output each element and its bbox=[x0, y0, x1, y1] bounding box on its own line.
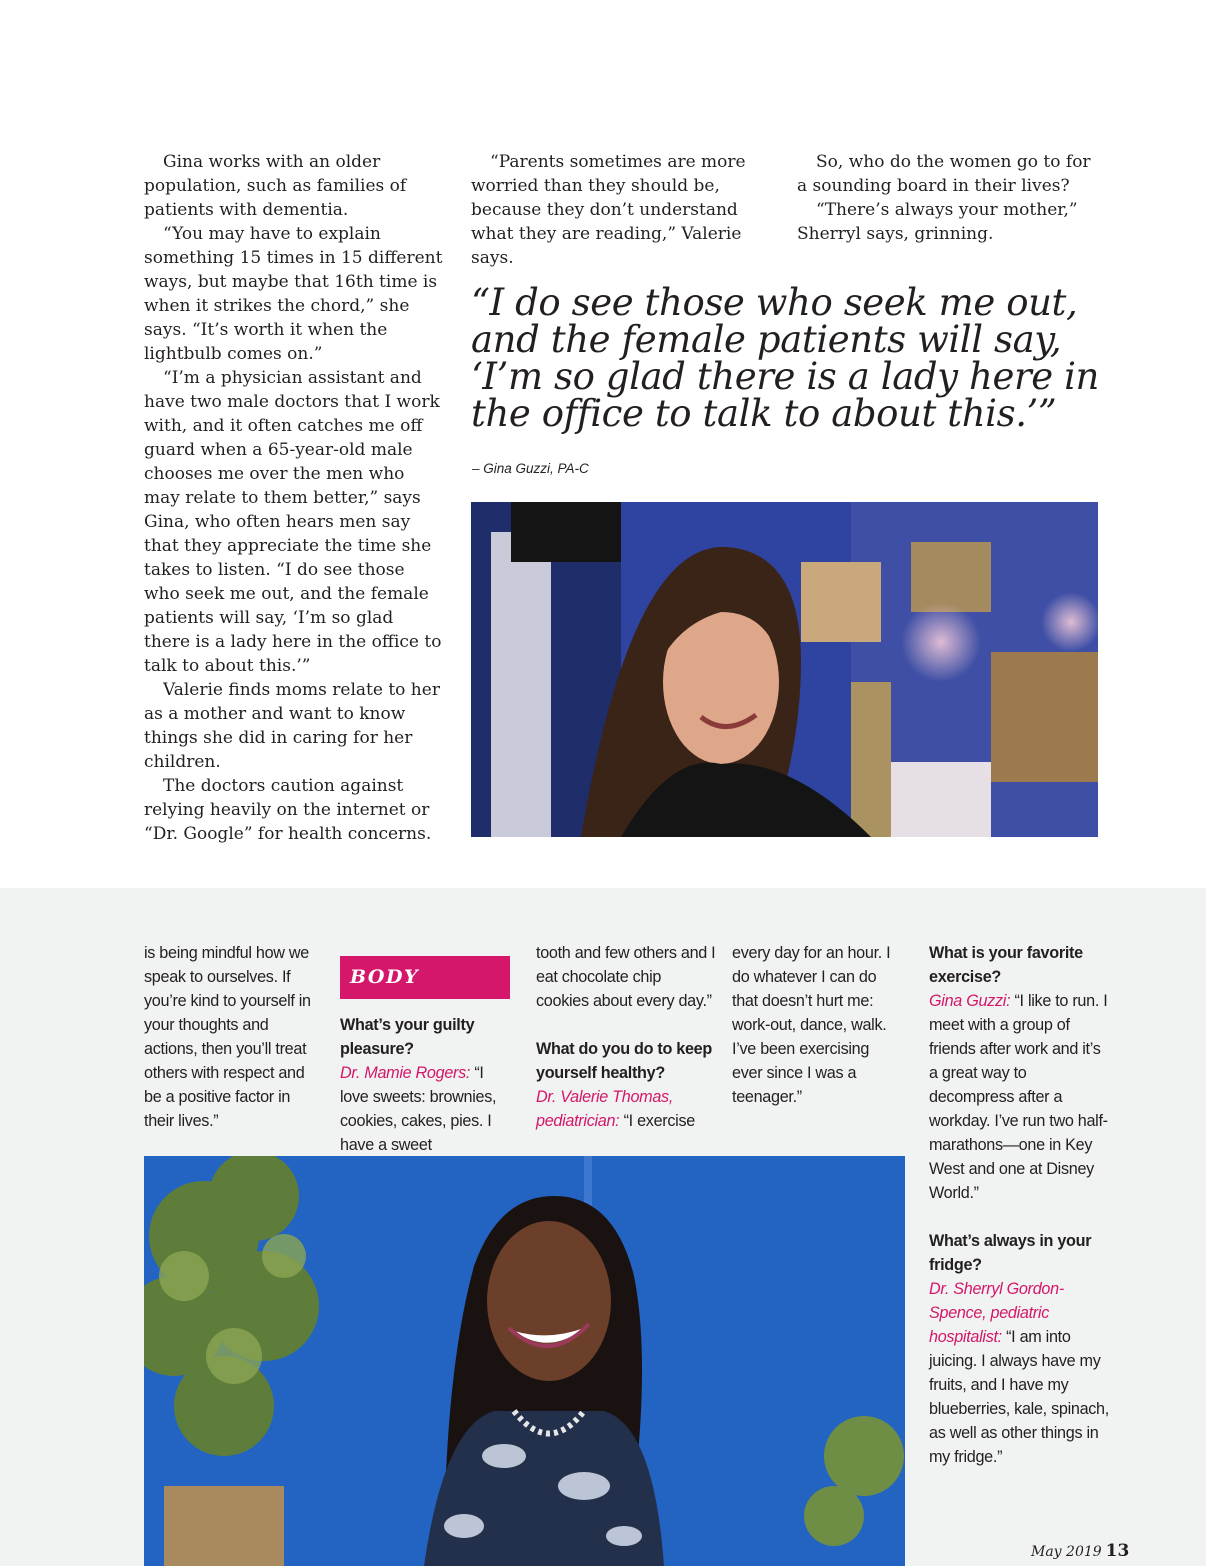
answer bbox=[536, 1085, 716, 1133]
pull-quote-line: and the female patients will say, bbox=[471, 318, 1062, 361]
sidebar-column-1 bbox=[144, 941, 324, 1133]
page-number: 13 bbox=[1105, 1541, 1130, 1561]
paragraph: “There’s always your mother,” Sherryl says, grinning. bbox=[797, 200, 1078, 244]
answer-text: “I am into juicing. I always have my fruits, and I have my blueberries, kale, spinach, as well as other things in my fridge.” bbox=[929, 1328, 1109, 1466]
article-column-2 bbox=[471, 150, 771, 270]
answer-text: tooth and few others and I eat chocolate chip cookies about every day.” bbox=[536, 944, 716, 1010]
answer-text: “I love sweets: brownies, cookies, cakes, pies. I have a sweet bbox=[340, 1064, 497, 1154]
photo-illustration bbox=[471, 502, 1098, 837]
sidebar-column-3 bbox=[536, 941, 716, 1133]
pull-quote-line: the office to talk to about this.’” bbox=[471, 392, 1057, 435]
speaker-name: Dr. Mamie Rogers: bbox=[340, 1064, 471, 1082]
paragraph: The doctors caution against relying heavily on the internet or “Dr. Google” for health concerns. bbox=[144, 776, 432, 844]
speaker-name: Dr. Valerie Thomas, pediatrician: bbox=[536, 1088, 674, 1130]
pull-quote bbox=[471, 281, 1111, 435]
answer bbox=[929, 1277, 1109, 1469]
article-column-1 bbox=[144, 150, 444, 846]
pull-quote-attribution: – Gina Guzzi, PA-C bbox=[472, 461, 589, 476]
answer bbox=[929, 989, 1109, 1205]
paragraph: Gina works with an older population, such as families of patients with dementia. bbox=[144, 152, 407, 220]
paragraph: “You may have to explain something 15 times in 15 different ways, but maybe that 16th time is when it strikes the chord,” she says. “It’s worth it when the lightbulb comes on.” bbox=[144, 224, 443, 364]
question-favorite-exercise: What is your favorite exercise? bbox=[929, 944, 1083, 986]
photo-gina-guzzi bbox=[471, 502, 1098, 837]
question-guilty-pleasure: What’s your guilty pleasure? bbox=[340, 1016, 475, 1058]
answer bbox=[340, 1061, 516, 1157]
pull-quote-line: ‘I’m so glad there is a lady here in bbox=[471, 355, 1099, 398]
section-banner-body: BODY bbox=[340, 956, 510, 999]
speaker-name: Dr. Sherryl Gordon-Spence, pediatric hospitalist: bbox=[929, 1280, 1064, 1346]
photo-doctor bbox=[144, 1156, 905, 1566]
answer-text: every day for an hour. I do whatever I can do that doesn’t hurt me: work-out, dance, walk. I’ve been exercising ever since I was a teenager.” bbox=[732, 944, 891, 1106]
sidebar-text: is being mindful how we speak to ourselves. If you’re kind to yourself in your thoughts and actions, then you’ll treat others with respect and be a positive factor in their lives.” bbox=[144, 944, 311, 1130]
answer-text: “I exercise bbox=[619, 1112, 695, 1130]
issue-date: May 2019 bbox=[1031, 1544, 1102, 1560]
paragraph: So, who do the women go to for a sounding board in their lives? bbox=[797, 152, 1091, 196]
question-keep-healthy: What do you do to keep yourself healthy? bbox=[536, 1040, 712, 1082]
page-footer bbox=[1031, 1541, 1129, 1561]
sidebar-column-2 bbox=[340, 1013, 516, 1157]
article-column-3 bbox=[797, 150, 1097, 246]
paragraph: “Parents sometimes are more worried than they should be, because they don’t understand what they are reading,” Valerie says. bbox=[471, 152, 746, 268]
paragraph: Valerie finds moms relate to her as a mother and want to know things she did in caring for her children. bbox=[144, 680, 440, 772]
speaker-name: Gina Guzzi: bbox=[929, 992, 1011, 1010]
pull-quote-line: “I do see those who seek me out, bbox=[471, 281, 1078, 324]
paragraph: “I’m a physician assistant and have two male doctors that I work with, and it often catches me off guard when a 65-year-old male chooses me over the men who may relate to them better,” says Gina, who often hears men say that they appreciate the time she takes to listen. “I do see those who seek me out, and the female patients will say, ‘I’m so glad there is a lady here in the office to talk to about this.’” bbox=[144, 368, 442, 676]
question-fridge: What’s always in your fridge? bbox=[929, 1232, 1092, 1274]
sidebar-column-4 bbox=[732, 941, 902, 1109]
answer-text: “I like to run. I meet with a group of friends after work and it’s a great way to decompress after a workday. I’ve run two half-marathons—one in Key West and one at Disney World.” bbox=[929, 992, 1108, 1202]
sidebar-column-5 bbox=[929, 941, 1109, 1469]
photo-illustration bbox=[144, 1156, 905, 1566]
